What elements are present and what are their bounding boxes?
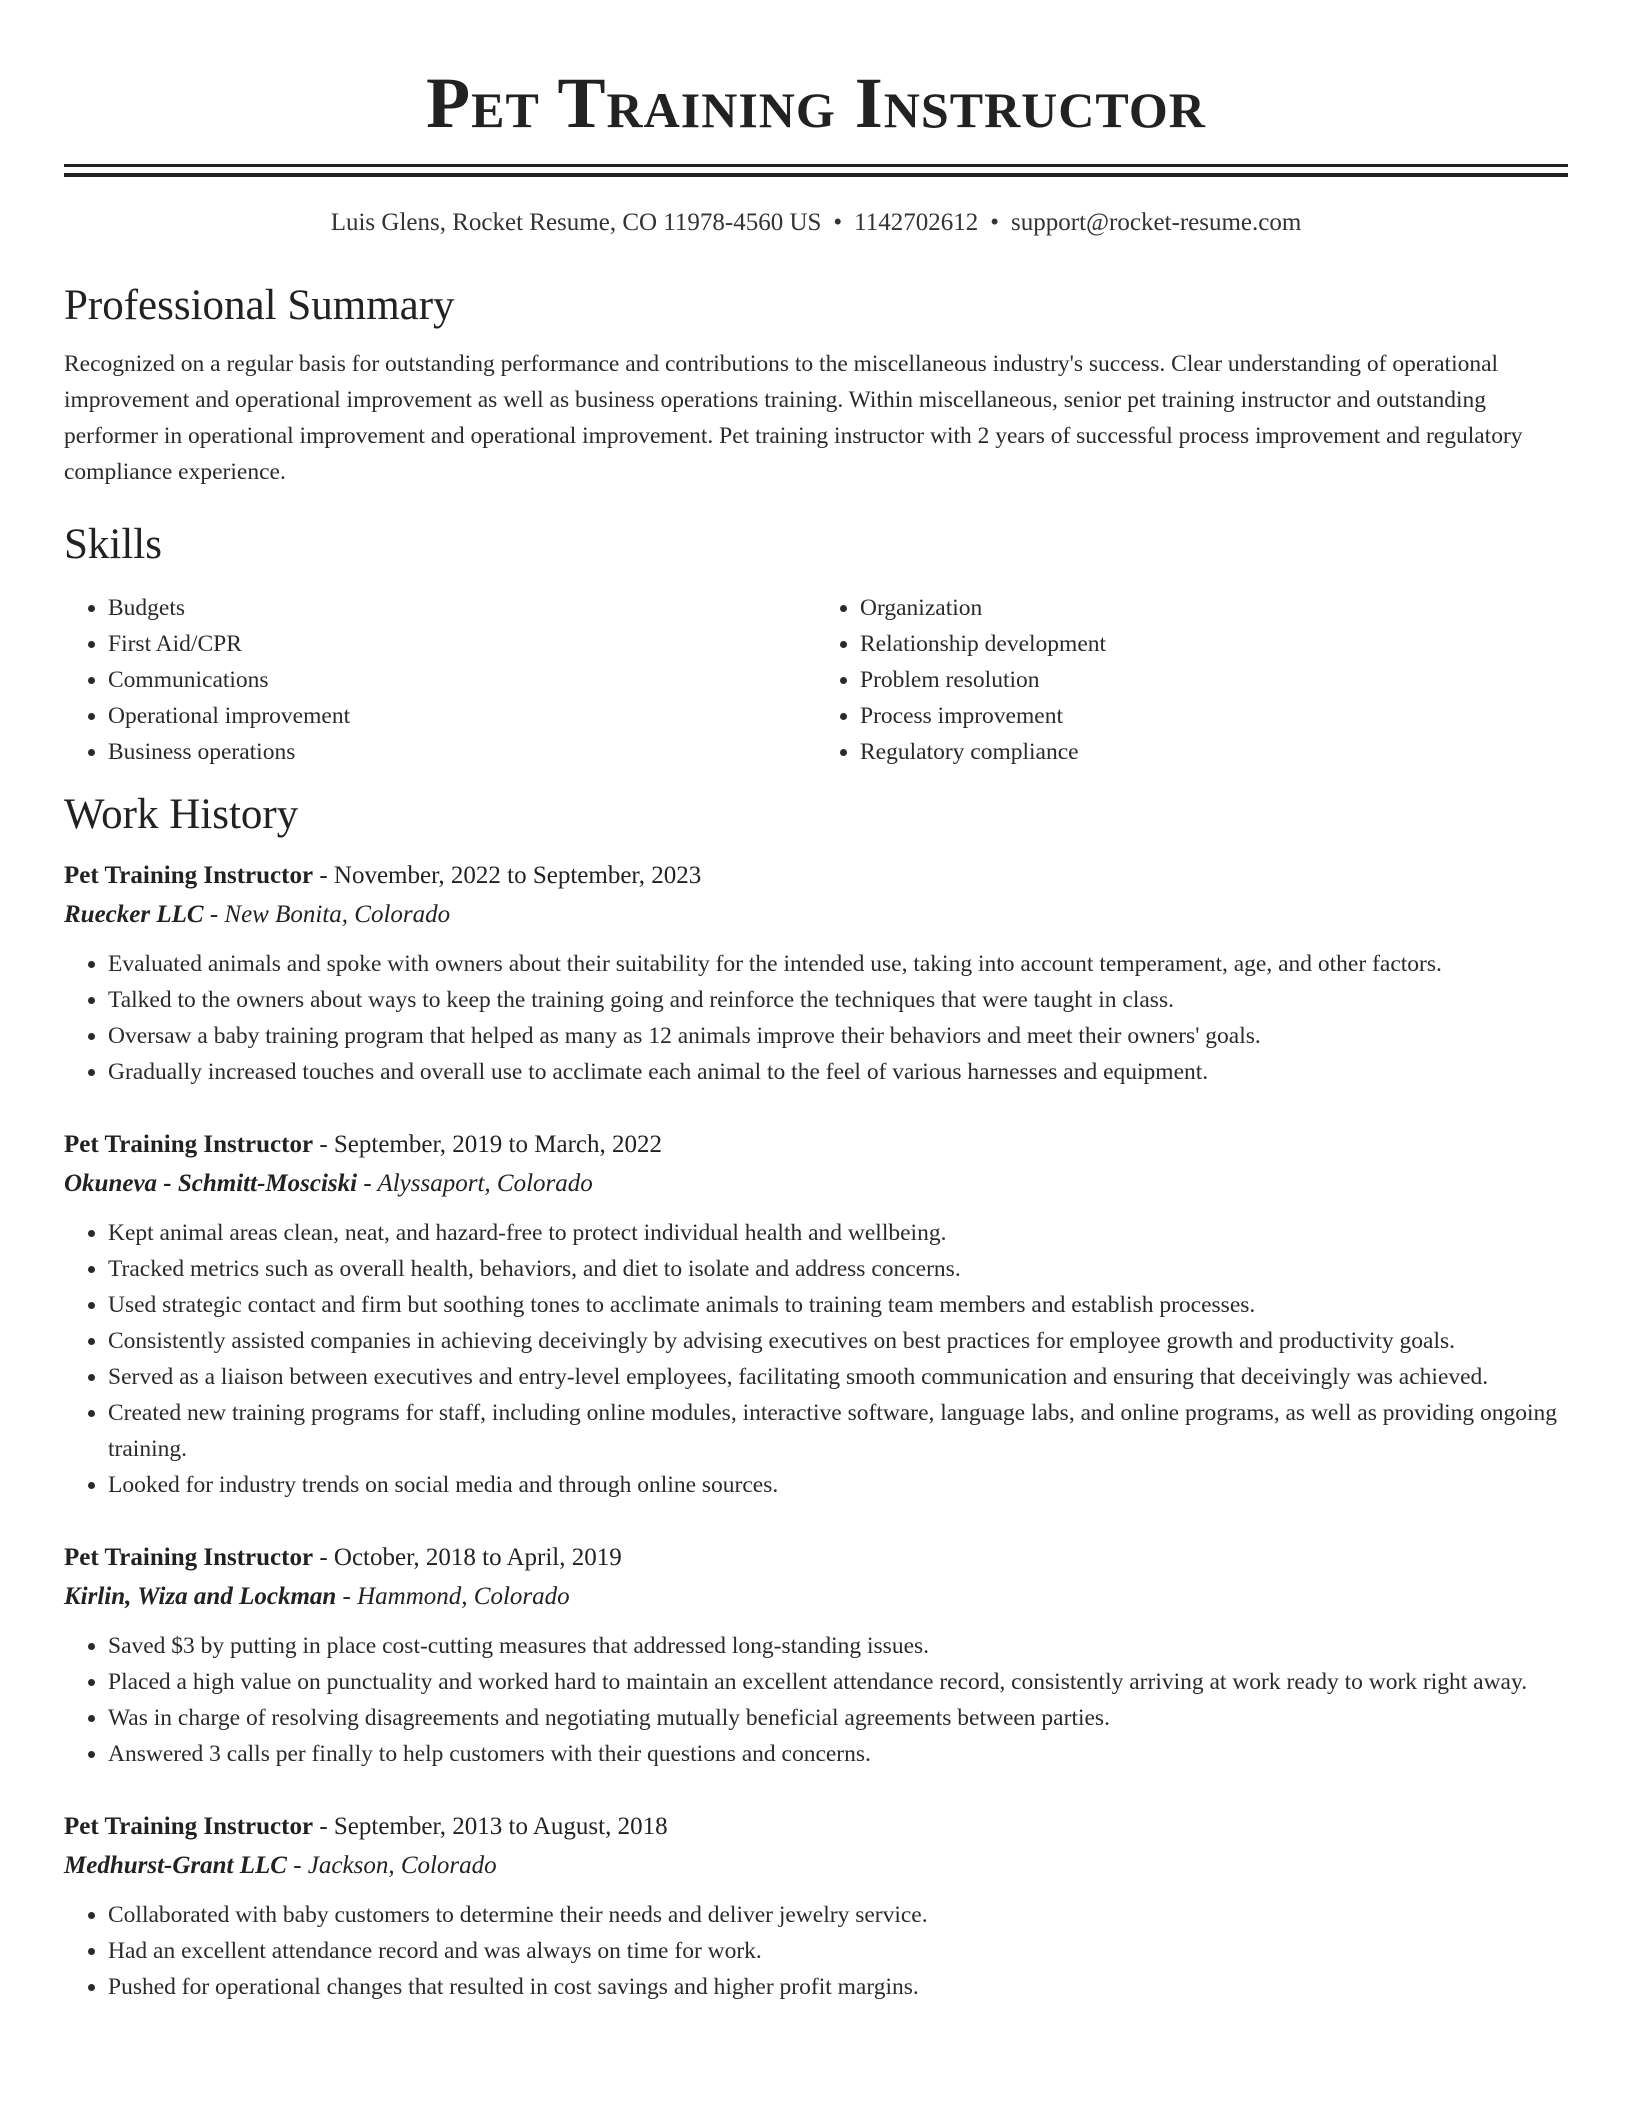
job-company-line (64, 1847, 1568, 1885)
job-header (64, 1538, 1568, 1578)
job-bullet: • Oversaw a baby training program that helped as many as 12 animals improve their behaviors and meet their owners' goals. (108, 1018, 1568, 1054)
job-location: Hammond, Colorado (357, 1583, 570, 1610)
job-dates: September, 2013 to August, 2018 (333, 1813, 668, 1840)
job-dash: - (313, 1544, 334, 1571)
job-dash: - (203, 901, 225, 928)
job-bullet: • Answered 3 calls per finally to help customers with their questions and concerns. (108, 1736, 1568, 1772)
skill-item: • Process improvement (860, 698, 1568, 734)
job-header (64, 1807, 1568, 1847)
skills-column-left (64, 590, 816, 770)
job-bullet: • Kept animal areas clean, neat, and hazard-free to protect individual health and wellbeing. (108, 1215, 1568, 1251)
job-bullet: • Collaborated with baby customers to determine their needs and deliver jewelry service. (108, 1897, 1568, 1933)
job-bullet: • Used strategic contact and firm but soothing tones to acclimate animals to training team members and establish processes. (108, 1287, 1568, 1323)
job-title: Pet Training Instructor (64, 862, 314, 889)
contact-email: support@rocket-resume.com (1011, 209, 1302, 236)
job-location: New Bonita, Colorado (224, 901, 451, 928)
skill-item: • Budgets (108, 590, 816, 626)
job-dash: - (357, 1170, 378, 1197)
job-company: Kirlin, Wiza and Lockman (64, 1583, 337, 1610)
work-history-heading: Work History (64, 791, 299, 838)
job-dates: November, 2022 to September, 2023 (333, 862, 702, 889)
job-entry (64, 1125, 1568, 1503)
job-bullet: • Gradually increased touches and overall use to acclimate each animal to the feel of various harnesses and equipment. (108, 1054, 1568, 1090)
job-entry (64, 856, 1568, 1090)
job-company: Okuneva - Schmitt-Mosciski (64, 1170, 358, 1197)
title-divider-bottom (64, 173, 1568, 177)
resume-title: Pet Training Instructor (426, 63, 1206, 143)
job-bullet: • Talked to the owners about ways to keep the training going and reinforce the techniques that were taught in class. (108, 982, 1568, 1018)
skills-list (64, 590, 1568, 770)
job-bullet: • Placed a high value on punctuality and worked hard to maintain an excellent attendance record, consistently arriving at work ready to work right away. (108, 1664, 1568, 1700)
job-bullet: • Served as a liaison between executives and entry-level employees, facilitating smooth communication and ensuring that deceivingly was achieved. (108, 1359, 1568, 1395)
title-divider-top (64, 164, 1568, 167)
job-bullet: • Was in charge of resolving disagreements and negotiating mutually beneficial agreements between parties. (108, 1700, 1568, 1736)
job-company: Ruecker LLC (64, 901, 204, 928)
job-bullet: • Saved $3 by putting in place cost-cutting measures that addressed long-standing issues. (108, 1628, 1568, 1664)
job-entry (64, 1807, 1568, 2005)
job-dates: September, 2019 to March, 2022 (333, 1131, 662, 1158)
summary-heading: Professional Summary (64, 282, 455, 329)
job-dash: - (286, 1852, 308, 1879)
contact-separator: • (833, 209, 843, 236)
job-company-line (64, 1578, 1568, 1616)
contact-line (64, 205, 1568, 241)
job-bullet: • Consistently assisted companies in achieving deceivingly by advising executives on best practices for employee growth and productivity goals. (108, 1323, 1568, 1359)
skill-item: • Regulatory compliance (860, 734, 1568, 770)
job-header (64, 856, 1568, 896)
job-dash: - (313, 1131, 334, 1158)
job-bullet: • Evaluated animals and spoke with owners about their suitability for the intended use, taking into account temperament, age, and other factors. (108, 946, 1568, 982)
skill-item: • Relationship development (860, 626, 1568, 662)
job-dash: - (336, 1583, 358, 1610)
skills-heading: Skills (64, 521, 162, 568)
job-bullet: • Looked for industry trends on social media and through online sources. (108, 1467, 1568, 1503)
job-bullets (64, 946, 1568, 1090)
job-title: Pet Training Instructor (64, 1813, 314, 1840)
job-dash: - (313, 862, 334, 889)
job-company-line (64, 1165, 1568, 1203)
contact-phone: 1142702612 (854, 209, 979, 236)
skill-item: • Organization (860, 590, 1568, 626)
job-bullets (64, 1215, 1568, 1503)
job-bullet: • Pushed for operational changes that resulted in cost savings and higher profit margins. (108, 1969, 1568, 2005)
skill-item: • First Aid/CPR (108, 626, 816, 662)
job-dates: October, 2018 to April, 2019 (333, 1544, 622, 1571)
job-location: Jackson, Colorado (307, 1852, 497, 1879)
skills-column-right (816, 590, 1568, 770)
job-bullet: • Tracked metrics such as overall health, behaviors, and diet to isolate and address concerns. (108, 1251, 1568, 1287)
job-bullet: • Had an excellent attendance record and was always on time for work. (108, 1933, 1568, 1969)
job-company: Medhurst-Grant LLC (64, 1852, 287, 1879)
job-bullet: • Created new training programs for staff, including online modules, interactive software, language labs, and online programs, as well as providing ongoing training. (108, 1395, 1568, 1467)
contact-address: Luis Glens, Rocket Resume, CO 11978-4560 US (330, 209, 822, 236)
skill-item: • Problem resolution (860, 662, 1568, 698)
job-title: Pet Training Instructor (64, 1544, 314, 1571)
job-bullets (64, 1897, 1568, 2005)
job-location: Alyssaport, Colorado (377, 1170, 593, 1197)
job-entry (64, 1538, 1568, 1772)
summary-text: Recognized on a regular basis for outstanding performance and contributions to the miscellaneous industry's success. Clear understanding of operational improvement and operational improvement as well as business operations training. Within miscellaneous, senior pet training instructor and outstanding performer in operational improvement and operational improvement. Pet training instructor with 2 years of successful process improvement and regulatory compliance experience. (64, 351, 1523, 485)
skill-item: • Operational improvement (108, 698, 816, 734)
job-title: Pet Training Instructor (64, 1131, 314, 1158)
job-dash: - (313, 1813, 334, 1840)
skill-item: • Business operations (108, 734, 816, 770)
job-company-line (64, 896, 1568, 934)
skill-item: • Communications (108, 662, 816, 698)
contact-separator: • (990, 209, 1000, 236)
job-header (64, 1125, 1568, 1165)
job-bullets (64, 1628, 1568, 1772)
